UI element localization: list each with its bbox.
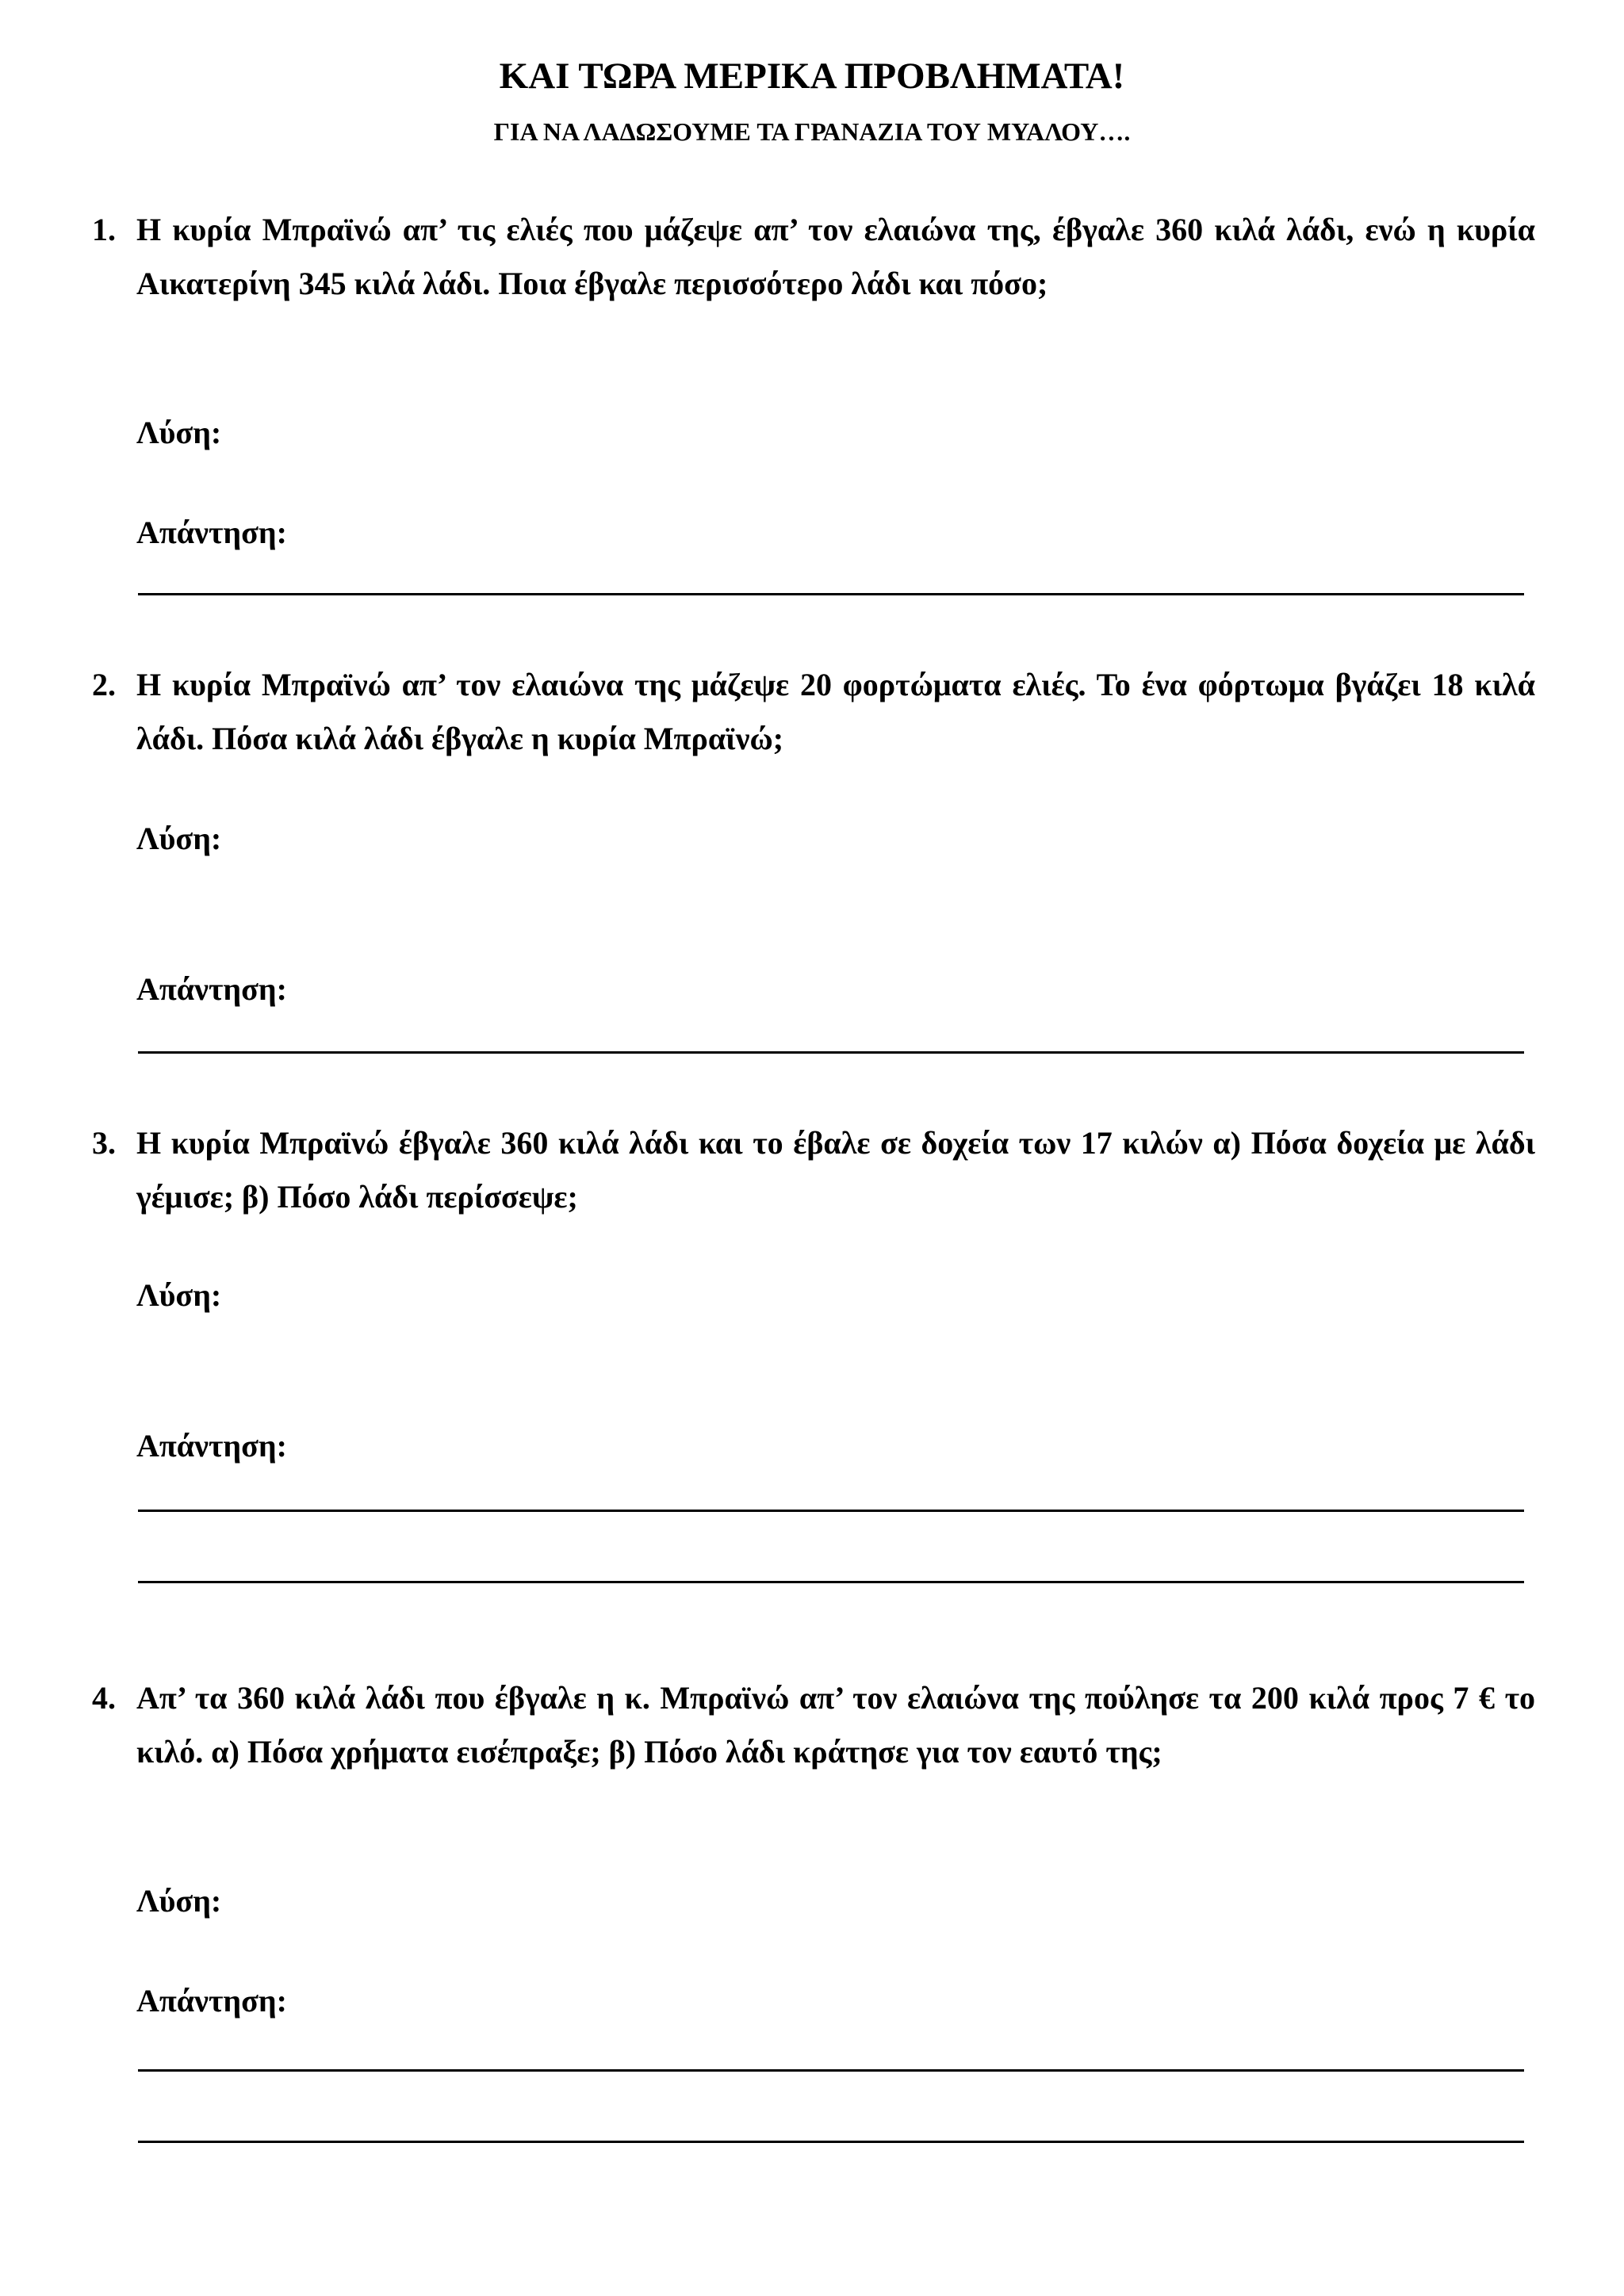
- problem-1-text: Η κυρία Μπραϊνώ απ’ τις ελιές που μάζεψε απ’ τον ελαιώνα της, έβγαλε 360 κιλά λάδι, ενώ η κυρία Αικατερίνη 345 κιλά λάδι. Ποια έβγαλε περισσότερο λάδι και πόσο;: [136, 212, 1535, 301]
- problem-4-answer-label: Απάντηση:: [136, 1983, 287, 2019]
- problem-3-text: Η κυρία Μπραϊνώ έβγαλε 360 κιλά λάδι και το έβαλε σε δοχεία των 17 κιλών α) Πόσα δοχεία με λάδι γέμισε; β) Πόσο λάδι περίσσεψε;: [136, 1125, 1535, 1215]
- problem-2-solution-label: Λύση:: [136, 821, 222, 856]
- problem-4: [92, 1671, 1535, 1779]
- problem-2-answer-label: Απάντηση:: [136, 971, 287, 1007]
- page-subtitle: ΓΙΑ ΝΑ ΛΑΔΩΣΟΥΜΕ ΤΑ ΓΡΑΝΑΖΙΑ ΤΟΥ ΜΥΑΛΟΥ….: [493, 117, 1131, 146]
- problem-2-answer-line: [138, 1051, 1524, 1054]
- problem-4-text: Απ’ τα 360 κιλά λάδι που έβγαλε η κ. Μπραϊνώ απ’ τον ελαιώνα της πούλησε τα 200 κιλά προς 7 € το κιλό. α) Πόσα χρήματα εισέπραξε; β) Πόσο λάδι κράτησε για τον εαυτό της;: [136, 1680, 1535, 1770]
- problem-4-answer-line-1: [138, 2069, 1524, 2072]
- problem-3-solution-label: Λύση:: [136, 1277, 222, 1313]
- problem-4-solution-label: Λύση:: [136, 1883, 222, 1919]
- problem-4-number: 4.: [92, 1680, 116, 1716]
- problem-2-number: 2.: [92, 667, 116, 702]
- problem-3-statement: [92, 1116, 1535, 1224]
- problem-1-answer-line: [138, 593, 1524, 595]
- problem-2-statement: [92, 658, 1535, 766]
- problem-1: [92, 203, 1535, 311]
- page-title: ΚΑΙ ΤΩΡΑ ΜΕΡΙΚΑ ΠΡΟΒΛΗΜΑΤΑ!: [499, 55, 1125, 97]
- problem-3-number: 3.: [92, 1125, 116, 1161]
- problem-1-answer-label: Απάντηση:: [136, 515, 287, 550]
- problem-1-solution-label: Λύση:: [136, 415, 222, 450]
- problem-3-answer-line-2: [138, 1581, 1524, 1583]
- problem-3: [92, 1116, 1535, 1224]
- problem-3-answer-line-1: [138, 1510, 1524, 1512]
- problem-1-number: 1.: [92, 212, 116, 247]
- problem-4-statement: [92, 1671, 1535, 1779]
- problem-4-answer-line-2: [138, 2141, 1524, 2143]
- problem-1-statement: [92, 203, 1535, 311]
- problem-3-answer-label: Απάντηση:: [136, 1428, 287, 1464]
- problem-2: [92, 658, 1535, 766]
- problem-2-text: Η κυρία Μπραϊνώ απ’ τον ελαιώνα της μάζεψε 20 φορτώματα ελιές. Το ένα φόρτωμα βγάζει 18 κιλά λάδι. Πόσα κιλά λάδι έβγαλε η κυρία Μπραϊνώ;: [136, 667, 1535, 756]
